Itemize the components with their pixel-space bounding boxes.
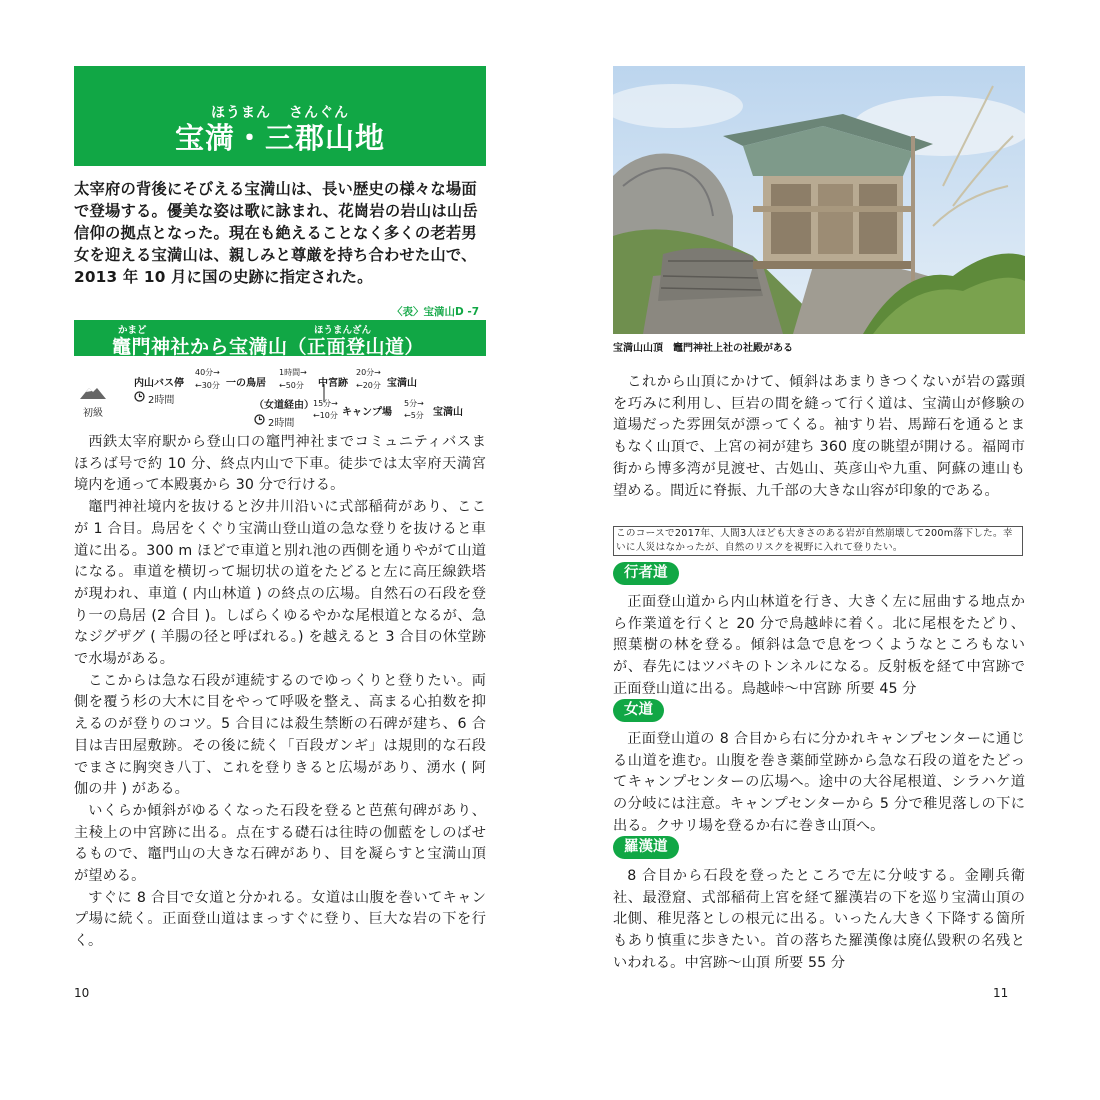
section-label-rakan: 羅漢道 <box>613 836 679 859</box>
section-label-onna: 女道 <box>613 699 664 722</box>
route1-seg1-down: ←30分 <box>195 381 220 390</box>
route1-seg3-down: ←20分 <box>356 381 381 390</box>
clock-icon <box>254 414 265 425</box>
route2-seg2-down: ←5分 <box>404 411 424 420</box>
paragraph: 西鉄太宰府駅から登山口の竈門神社までコミュニティバスまほろば号で約 10 分、終点内山で下車。徒歩では太宰府天満宮境内を通って本殿裏から 30 分で行ける。 <box>74 434 486 494</box>
paragraph: 竈門神社境内を抜けると汐井川沿いに式部稲荷があり、ここが 1 合目。鳥居をくぐり宝満山登山道の急な登りを抜けると車道に出る。300 m ほどで車道と別れ池の西側を通りやがて山道になる。車道を横切って堀切状の道をたどると左に高圧線鉄塔が現われ、車道 ( 内山林道 ) の終点の広場。自然石の石段を登り一の鳥居 (2 合目 )。しばらくゆるやかな尾根道となるが、急なジグザグ ( 羊腸の径と呼ばれる。) を越えると 3 合目の休堂跡で水場がある。 <box>74 499 486 668</box>
clock-icon <box>134 391 145 402</box>
mountain-icon <box>78 384 108 400</box>
caution-note: このコースで2017年、人間3人ほども大きさのある岩が自然崩壊して200m落下した。幸いに人災はなかったが、自然のリスクを視野に入れて登りたい。 <box>613 526 1023 556</box>
section-text-gyoja <box>613 592 1025 701</box>
ruby-kamado: かまど <box>118 325 147 336</box>
region-title: 宝満・三郡山地 <box>174 121 385 155</box>
route1-seg1-up: 40分→ <box>195 368 220 377</box>
ruby-houman: ほうまん <box>211 105 271 121</box>
route1-seg2-up: 1時間→ <box>279 368 307 377</box>
route1-p3: 宝満山 <box>387 378 417 389</box>
ruby-sangun: さんぐん <box>289 105 349 121</box>
page-number-right: 11 <box>993 986 1009 1000</box>
route-diagram <box>74 364 486 428</box>
left-body-text <box>74 432 486 953</box>
route2-time: 2時間 <box>268 418 295 429</box>
difficulty-level: 初級 <box>83 408 103 419</box>
route-title-banner <box>74 320 486 356</box>
shrine-illustration <box>613 66 1025 334</box>
route1-p1: 一の鳥居 <box>226 378 266 389</box>
section-text-rakan <box>613 866 1025 975</box>
route2-p2: 宝満山 <box>433 407 463 418</box>
page-number-left: 10 <box>74 986 90 1000</box>
summit-shrine-photo <box>613 66 1025 334</box>
section-text-onna <box>613 729 1025 838</box>
ruby-houmanzan: ほうまんざん <box>314 325 372 336</box>
intro-text: 太宰府の背後にそびえる宝満山は、長い歴史の様々な場面で登場する。優美な姿は歌に詠まれ、花崗岩の岩山は山岳信仰の拠点となった。現在も絶えることなく多くの老若男女を迎える宝満山は、親しみと尊厳を持ち合わせた山で、2013 年 10 月に国の史跡に指定された。 <box>74 180 478 286</box>
paragraph: 正面登山道の 8 合目から右に分かれキャンプセンターに通じる山道を進む。山腹を巻き薬師堂跡から急な石段の道をたどってキャンプセンターの広場へ。途中の大谷尾根道、シラハケ道の分岐には注意。キャンプセンターから 5 分で稚児落しの下に出る。クサリ場を登るか右に巻き山頂へ。 <box>613 731 1025 834</box>
paragraph: これから山頂にかけて、傾斜はあまりきつくないが岩の露頭を巧みに利用し、巨岩の間を縫って行く道は、宝満山が修験の道場だった雰囲気が漂ってくる。袖すり岩、馬蹄石を通るとまもなく山頂で、上宮の祠が建ち 360 度の眺望が開ける。福岡市街から博多湾が見渡せ、古処山、英彦山や九重、阿蘇の連山も望める。間近に脊振、九千部の大きな山容が印象的である。 <box>613 374 1025 499</box>
route1-time: 2時間 <box>148 395 175 406</box>
photo-caption: 宝満山山頂 竈門神社上社の社殿がある <box>613 343 793 354</box>
route2-seg2-up: 5分→ <box>404 399 424 408</box>
route-title: 竈門神社から宝満山（正面登山道） <box>112 336 425 358</box>
route1-start: 内山バス停 <box>134 378 184 389</box>
paragraph: 8 合目から石段を登ったところで左に分岐する。金剛兵衛社、最澄窟、式部稲荷上宮を経て羅漢岩の下を巡り宝満山頂の北側、稚児落としの根元に出る。いったん大きく下降する箇所もあり慎重に歩きたい。首の落ちた羅漢像は廃仏毀釈の名残といわれる。中宮跡～山頂 所要 55 分 <box>613 868 1025 971</box>
section-label-gyoja: 行者道 <box>613 562 679 585</box>
right-body-text <box>613 372 1025 502</box>
paragraph: すぐに 8 合目で女道と分かれる。女道は山腹を巻いてキャンプ場に続く。正面登山道はまっすぐに登り、巨大な岩の下を行く。 <box>74 889 486 950</box>
route1-seg3-up: 20分→ <box>356 368 381 377</box>
paragraph: 正面登山道から内山林道を行き、大きく左に屈曲する地点から作業道を行くと 20 分で鳥越峠に着く。北に尾根をたどり、照葉樹の林を登る。傾斜は急で息をつくようなところもないが、春先にはツバキのトンネルになる。反射板を経て中宮跡で正面登山道に出る。鳥越峠～中宮跡 所要 45 分 <box>613 594 1025 697</box>
paragraph: いくらか傾斜がゆるくなった石段を登ると芭蕉句碑があり、主稜上の中宮跡に出る。点在する礎石は往時の伽藍をしのばせるもので、竈門山の大きな石碑があり、目を凝らすと宝満山頂が望める。 <box>74 802 486 885</box>
paragraph: ここからは急な石段が連続するのでゆっくりと登りたい。両側を覆う杉の大木に目をやって呼吸を整え、高まる心拍数を抑えるのが登りのコツ。5 合目には殺生禁断の石碑が建ち、6 合目は吉田屋敷跡。その後に続く「百段ガンギ」は規則的な石段でまさに胸突き八丁、これを登りきると広場があり、湧水 ( 阿伽の井 ) がある。 <box>74 672 486 798</box>
route2-seg1-up: 15分→ <box>313 399 338 408</box>
map-reference: 〈表〉宝満山D -7 <box>392 306 480 318</box>
route1-p2: 中宮跡 <box>318 378 348 389</box>
route1-seg2-down: ←50分 <box>279 381 304 390</box>
route2-p1: キャンプ場 <box>342 407 392 418</box>
region-title-banner <box>74 66 486 166</box>
route2-seg1-down: ←10分 <box>313 411 338 420</box>
route2-label: （女道経由） <box>254 400 314 411</box>
